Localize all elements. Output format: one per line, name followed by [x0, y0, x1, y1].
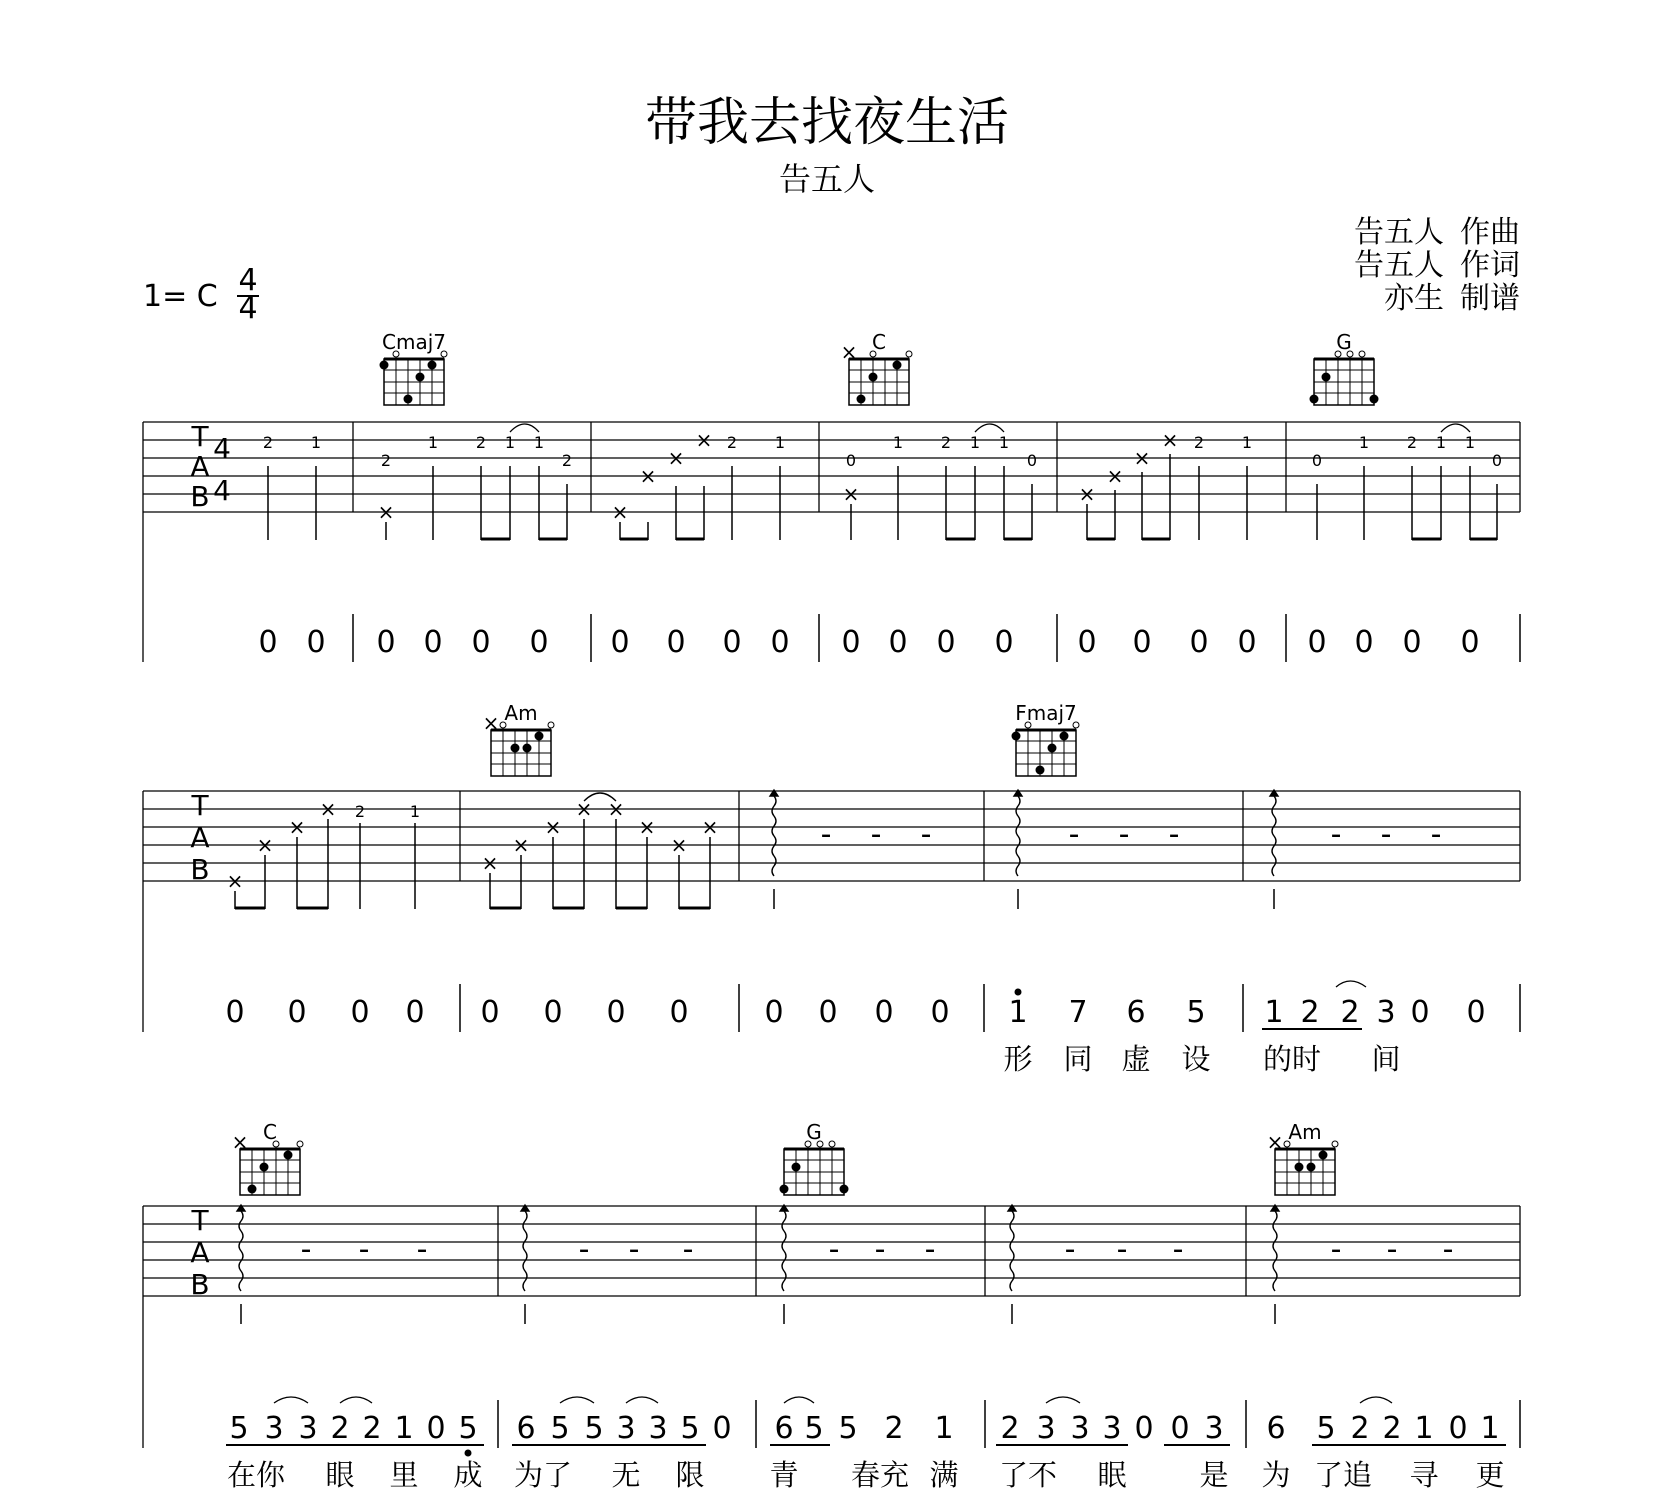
svg-text:0: 0: [1237, 625, 1257, 660]
svg-text:0: 0: [930, 995, 950, 1030]
svg-text:-: -: [300, 1232, 312, 1267]
svg-text:×: ×: [1266, 1130, 1284, 1154]
svg-text:0: 0: [376, 625, 396, 660]
svg-text:×: ×: [670, 833, 688, 857]
svg-text:6: 6: [774, 1411, 794, 1446]
svg-text:×: ×: [377, 500, 395, 524]
svg-text:-: -: [1430, 817, 1442, 852]
time-signature-header: [237, 263, 259, 326]
svg-text:春充: 春充: [850, 1458, 910, 1492]
svg-text:是: 是: [1199, 1458, 1229, 1492]
svg-text:1: 1: [1358, 433, 1370, 452]
svg-text:无: 无: [611, 1458, 641, 1492]
svg-text:T: T: [191, 420, 209, 453]
chord-diagram-am: [483, 701, 554, 776]
svg-text:0: 0: [1307, 625, 1327, 660]
svg-text:-: -: [628, 1232, 640, 1267]
svg-text:-: -: [1386, 1232, 1398, 1267]
svg-text:B: B: [190, 1268, 210, 1301]
svg-text:3: 3: [298, 1411, 318, 1446]
svg-text:5: 5: [838, 1411, 858, 1446]
tab-clef-2: [190, 789, 209, 886]
tab-rests-2: [821, 817, 1442, 852]
svg-text:1: 1: [934, 1411, 954, 1446]
tab-clef-1: [190, 420, 231, 513]
svg-text:1: 1: [310, 433, 322, 452]
svg-text:0: 0: [543, 995, 563, 1030]
svg-text:-: -: [1330, 1232, 1342, 1267]
svg-text:为了: 为了: [513, 1458, 573, 1492]
svg-text:0: 0: [1134, 1411, 1154, 1446]
svg-text:2: 2: [362, 1411, 382, 1446]
svg-text:0: 0: [770, 625, 790, 660]
svg-text:3: 3: [1102, 1411, 1122, 1446]
svg-text:G: G: [806, 1120, 822, 1144]
svg-text:的时: 的时: [1262, 1042, 1322, 1076]
svg-text:2: 2: [1193, 433, 1205, 452]
svg-text:3: 3: [648, 1411, 668, 1446]
svg-text:T: T: [191, 1204, 209, 1237]
key-signature: 1= C: [143, 279, 218, 314]
svg-text:2: 2: [475, 433, 487, 452]
svg-text:3: 3: [1070, 1411, 1090, 1446]
song-artist: 告五人: [778, 160, 876, 198]
svg-text:0: 0: [1354, 625, 1374, 660]
svg-text:×: ×: [544, 815, 562, 839]
svg-text:-: -: [416, 1232, 428, 1267]
svg-text:2: 2: [262, 433, 274, 452]
svg-text:-: -: [682, 1232, 694, 1267]
svg-text:0: 0: [1170, 1411, 1190, 1446]
svg-text:0: 0: [1077, 625, 1097, 660]
svg-text:0: 0: [712, 1411, 732, 1446]
svg-text:虚: 虚: [1121, 1042, 1151, 1076]
svg-text:眠: 眠: [1097, 1458, 1127, 1492]
svg-text:2: 2: [380, 451, 392, 470]
svg-text:0: 0: [841, 625, 861, 660]
svg-text:0: 0: [225, 995, 245, 1030]
chord-diagram-g-2: [780, 1120, 849, 1195]
svg-text:-: -: [1168, 817, 1180, 852]
svg-text:1: 1: [1480, 1411, 1500, 1446]
svg-text:1: 1: [1241, 433, 1253, 452]
svg-text:0: 0: [423, 625, 443, 660]
svg-text:0: 0: [258, 625, 278, 660]
svg-text:6: 6: [1266, 1411, 1286, 1446]
svg-text:1: 1: [998, 433, 1010, 452]
svg-text:为: 为: [1261, 1458, 1291, 1492]
svg-text:-: -: [1068, 817, 1080, 852]
svg-text:×: ×: [840, 340, 858, 364]
svg-text:2: 2: [726, 433, 738, 452]
lyrics-2: [1003, 1042, 1400, 1076]
svg-text:1: 1: [969, 433, 981, 452]
svg-text:2: 2: [884, 1411, 904, 1446]
svg-text:5: 5: [458, 1411, 478, 1446]
svg-text:0: 0: [818, 995, 838, 1030]
svg-text:2: 2: [561, 451, 573, 470]
svg-text:×: ×: [482, 711, 500, 735]
svg-text:×: ×: [607, 797, 625, 821]
svg-text:0: 0: [405, 995, 425, 1030]
lyrics-3: [227, 1458, 1505, 1492]
svg-text:2: 2: [1350, 1411, 1370, 1446]
svg-text:A: A: [190, 1236, 210, 1269]
svg-text:1: 1: [504, 433, 516, 452]
svg-text:成: 成: [453, 1458, 483, 1492]
svg-text:×: ×: [288, 815, 306, 839]
svg-text:×: ×: [319, 797, 337, 821]
svg-text:寻: 寻: [1409, 1458, 1439, 1492]
tab-fret-numbers-1: [263, 433, 1502, 470]
svg-text:设: 设: [1181, 1042, 1211, 1076]
svg-text:3: 3: [616, 1411, 636, 1446]
svg-text:T: T: [191, 789, 209, 822]
svg-text:更: 更: [1475, 1458, 1505, 1492]
chord-diagram-c: [841, 330, 912, 405]
svg-text:4: 4: [213, 432, 231, 465]
chord-diagram-am-2: [1267, 1120, 1338, 1195]
svg-text:0: 0: [1410, 995, 1430, 1030]
svg-text:2: 2: [1000, 1411, 1020, 1446]
svg-text:0: 0: [606, 995, 626, 1030]
svg-text:7: 7: [1068, 995, 1088, 1030]
svg-text:×: ×: [256, 833, 274, 857]
svg-text:-: -: [1380, 817, 1392, 852]
svg-text:A: A: [190, 450, 210, 483]
svg-text:0: 0: [1026, 451, 1038, 470]
svg-text:C: C: [263, 1120, 277, 1144]
svg-text:0: 0: [1311, 451, 1323, 470]
svg-text:0: 0: [1460, 625, 1480, 660]
svg-text:1: 1: [774, 433, 786, 452]
svg-text:0: 0: [1402, 625, 1422, 660]
svg-text:×: ×: [695, 428, 713, 452]
svg-text:3: 3: [264, 1411, 284, 1446]
svg-text:-: -: [920, 817, 932, 852]
svg-text:1: 1: [892, 433, 904, 452]
svg-text:×: ×: [1106, 464, 1124, 488]
svg-text:1: 1: [409, 802, 421, 821]
svg-text:-: -: [870, 817, 882, 852]
svg-text:×: ×: [639, 464, 657, 488]
svg-text:0: 0: [994, 625, 1014, 660]
svg-text:×: ×: [667, 446, 685, 470]
svg-text:C: C: [872, 330, 886, 354]
svg-text:0: 0: [306, 625, 326, 660]
svg-text:-: -: [358, 1232, 370, 1267]
svg-text:0: 0: [722, 625, 742, 660]
svg-text:2: 2: [1340, 995, 1360, 1030]
svg-text:Am: Am: [1288, 1120, 1322, 1144]
system-1: [143, 330, 1520, 662]
svg-text:5: 5: [1316, 1411, 1336, 1446]
svg-text:-: -: [1330, 817, 1342, 852]
svg-text:×: ×: [1133, 446, 1151, 470]
svg-text:Am: Am: [504, 701, 538, 725]
svg-text:0: 0: [888, 625, 908, 660]
numbered-notation-3: [229, 1411, 1499, 1446]
svg-text:限: 限: [675, 1458, 705, 1492]
svg-text:×: ×: [481, 851, 499, 875]
svg-text:-: -: [1118, 817, 1130, 852]
svg-text:0: 0: [350, 995, 370, 1030]
svg-text:×: ×: [1161, 428, 1179, 452]
chord-diagram-g: [1310, 330, 1379, 405]
svg-text:-: -: [1116, 1232, 1128, 1267]
svg-text:青: 青: [769, 1458, 799, 1492]
svg-text:间: 间: [1371, 1042, 1401, 1076]
svg-text:1: 1: [394, 1411, 414, 1446]
system-3: [143, 1120, 1520, 1492]
tab-slurs-1: [510, 424, 1470, 432]
svg-text:5: 5: [584, 1411, 604, 1446]
svg-text:×: ×: [701, 815, 719, 839]
numbered-notation-2: [225, 995, 1485, 1030]
svg-text:Fmaj7: Fmaj7: [1015, 701, 1077, 725]
tab-rests-3: [301, 1232, 1454, 1267]
svg-text:形: 形: [1003, 1042, 1033, 1076]
chord-diagram-cmaj7: [380, 330, 448, 405]
svg-text:×: ×: [575, 797, 593, 821]
song-title: 带我去找夜生活: [644, 93, 1010, 153]
svg-text:-: -: [1064, 1232, 1076, 1267]
svg-text:3: 3: [1376, 995, 1396, 1030]
svg-text:×: ×: [1078, 482, 1096, 506]
numbered-notation-1: [258, 625, 1479, 660]
svg-text:B: B: [190, 480, 210, 513]
svg-text:3: 3: [1204, 1411, 1224, 1446]
credit-composer: 告五人 作曲: [1354, 215, 1520, 250]
svg-text:里: 里: [389, 1458, 419, 1492]
svg-text:0: 0: [1448, 1411, 1468, 1446]
svg-text:2: 2: [1382, 1411, 1402, 1446]
svg-text:B: B: [190, 853, 210, 886]
svg-text:-: -: [828, 1232, 840, 1267]
svg-text:4: 4: [238, 263, 258, 298]
svg-text:1: 1: [1464, 433, 1476, 452]
svg-text:A: A: [190, 821, 210, 854]
svg-text:0: 0: [1132, 625, 1152, 660]
svg-text:0: 0: [936, 625, 956, 660]
notation-marks-3: [226, 1397, 1506, 1457]
svg-text:在你: 在你: [226, 1458, 286, 1492]
svg-text:1: 1: [1414, 1411, 1434, 1446]
svg-text:×: ×: [611, 500, 629, 524]
svg-text:眼: 眼: [325, 1458, 355, 1492]
svg-text:5: 5: [550, 1411, 570, 1446]
system-2: [143, 701, 1520, 1076]
svg-text:6: 6: [516, 1411, 536, 1446]
svg-text:2: 2: [330, 1411, 350, 1446]
svg-text:-: -: [1442, 1232, 1454, 1267]
svg-text:0: 0: [529, 625, 549, 660]
svg-text:5: 5: [229, 1411, 249, 1446]
svg-text:Cmaj7: Cmaj7: [382, 330, 446, 354]
svg-text:5: 5: [680, 1411, 700, 1446]
svg-text:×: ×: [226, 869, 244, 893]
svg-text:×: ×: [231, 1130, 249, 1154]
svg-text:同: 同: [1063, 1042, 1093, 1076]
svg-text:0: 0: [610, 625, 630, 660]
svg-text:-: -: [578, 1232, 590, 1267]
svg-text:5: 5: [1186, 995, 1206, 1030]
svg-text:×: ×: [842, 482, 860, 506]
svg-text:-: -: [820, 817, 832, 852]
svg-text:-: -: [924, 1232, 936, 1267]
svg-text:0: 0: [874, 995, 894, 1030]
svg-text:了不: 了不: [998, 1458, 1058, 1492]
chord-diagram-c-2: [232, 1120, 303, 1195]
svg-text:1: 1: [533, 433, 545, 452]
svg-text:4: 4: [238, 291, 258, 326]
svg-text:1: 1: [1008, 995, 1028, 1030]
tab-clef-3: [190, 1204, 209, 1301]
svg-text:2: 2: [940, 433, 952, 452]
credit-transcriber: 亦生 制谱: [1384, 281, 1520, 316]
svg-text:1: 1: [1264, 995, 1284, 1030]
svg-text:6: 6: [1126, 995, 1146, 1030]
svg-text:0: 0: [1466, 995, 1486, 1030]
svg-text:0: 0: [287, 995, 307, 1030]
svg-text:2: 2: [1406, 433, 1418, 452]
svg-text:2: 2: [1300, 995, 1320, 1030]
svg-text:0: 0: [426, 1411, 446, 1446]
tab-fret-numbers-2: [355, 802, 420, 821]
svg-text:0: 0: [669, 995, 689, 1030]
credit-lyricist: 告五人 作词: [1354, 248, 1520, 283]
svg-text:0: 0: [1189, 625, 1209, 660]
chord-diagram-fmaj7: [1012, 701, 1080, 776]
tab-stems-3: [241, 1304, 1275, 1324]
svg-text:G: G: [1336, 330, 1352, 354]
svg-text:0: 0: [480, 995, 500, 1030]
svg-text:0: 0: [845, 451, 857, 470]
svg-text:×: ×: [512, 833, 530, 857]
svg-text:4: 4: [213, 474, 231, 507]
svg-text:-: -: [1172, 1232, 1184, 1267]
svg-text:0: 0: [764, 995, 784, 1030]
svg-text:1: 1: [427, 433, 439, 452]
svg-text:5: 5: [804, 1411, 824, 1446]
svg-text:1: 1: [1435, 433, 1447, 452]
svg-text:了追: 了追: [1313, 1458, 1373, 1492]
svg-text:2: 2: [354, 802, 366, 821]
svg-text:-: -: [874, 1232, 886, 1267]
svg-text:0: 0: [666, 625, 686, 660]
svg-text:×: ×: [638, 815, 656, 839]
svg-text:满: 满: [929, 1458, 959, 1492]
svg-text:0: 0: [471, 625, 491, 660]
svg-text:0: 0: [1491, 451, 1503, 470]
svg-text:3: 3: [1036, 1411, 1056, 1446]
